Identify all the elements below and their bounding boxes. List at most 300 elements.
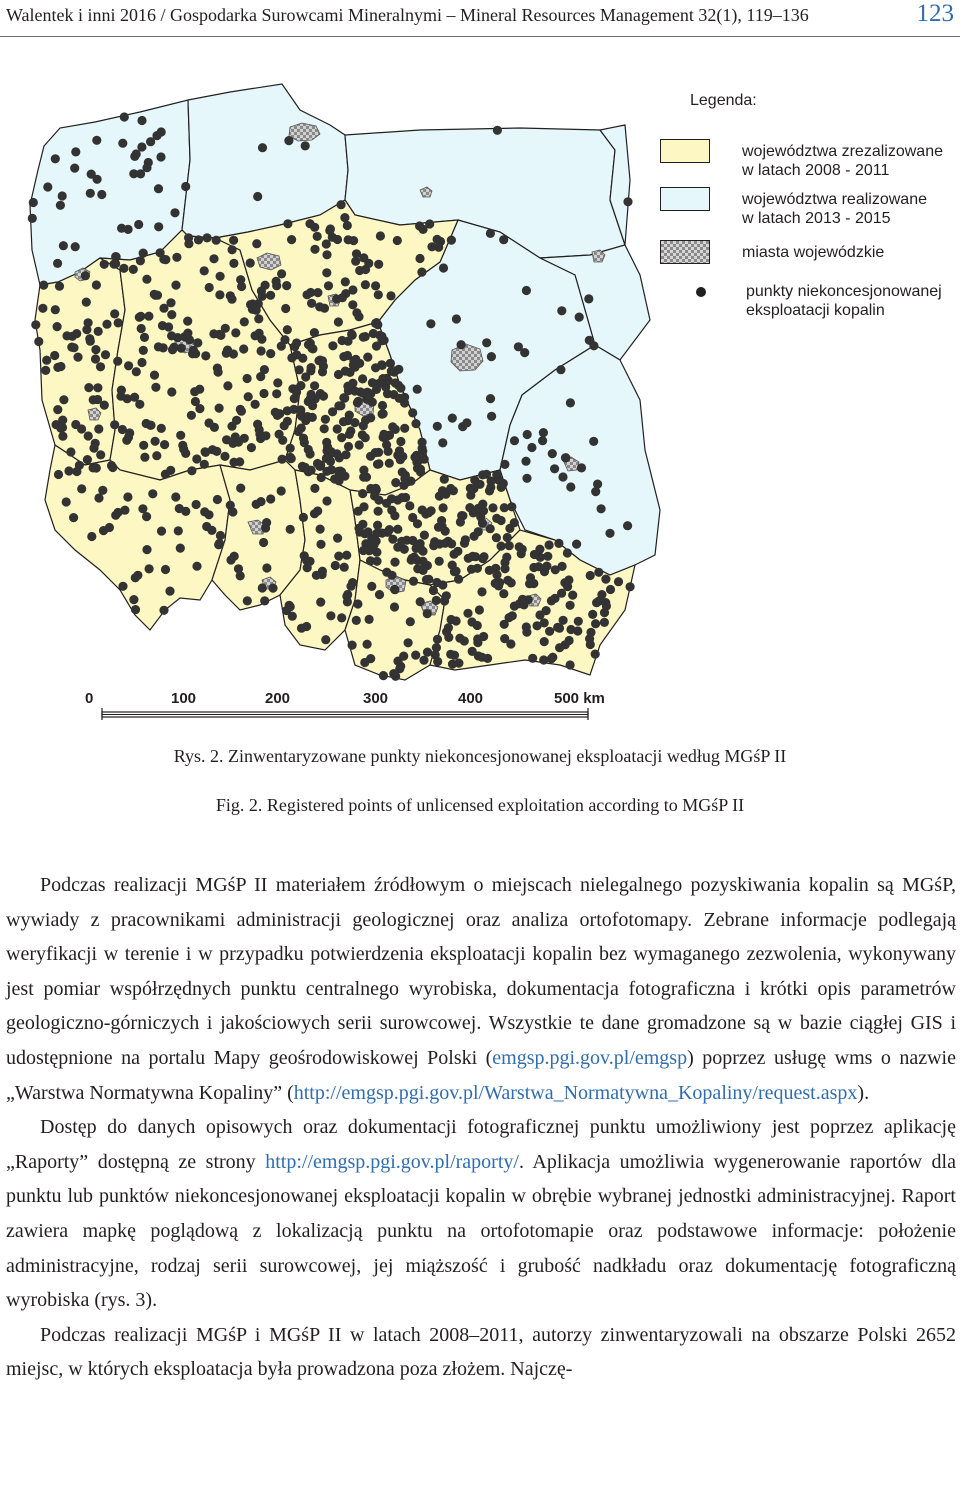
exploitation-point xyxy=(287,235,296,244)
exploitation-point xyxy=(394,365,403,374)
exploitation-point xyxy=(136,312,145,321)
exploitation-point xyxy=(373,529,382,538)
exploitation-point xyxy=(111,259,120,268)
exploitation-point xyxy=(216,531,225,540)
exploitation-point xyxy=(353,599,362,608)
exploitation-point xyxy=(458,511,467,520)
exploitation-point xyxy=(588,610,597,619)
exploitation-point xyxy=(256,497,265,506)
exploitation-point xyxy=(244,392,253,401)
exploitation-point xyxy=(271,408,280,417)
exploitation-point xyxy=(410,453,419,462)
exploitation-point xyxy=(260,596,269,605)
exploitation-point xyxy=(341,367,350,376)
exploitation-point xyxy=(132,367,141,376)
exploitation-point xyxy=(316,598,325,607)
exploitation-point xyxy=(419,566,428,575)
link-warstwa-normatywna[interactable]: http://emgsp.pgi.gov.pl/Warstwa_Normatywna_Kopaliny/request.aspx xyxy=(293,1081,858,1104)
exploitation-point xyxy=(333,235,342,244)
exploitation-point xyxy=(64,466,73,475)
exploitation-point xyxy=(522,286,531,295)
exploitation-point xyxy=(448,660,457,669)
exploitation-point xyxy=(373,521,382,530)
exploitation-point xyxy=(296,381,305,390)
exploitation-point xyxy=(183,329,192,338)
exploitation-point xyxy=(375,331,384,340)
exploitation-point xyxy=(548,653,557,662)
exploitation-point xyxy=(301,463,310,472)
exploitation-point xyxy=(87,170,96,179)
exploitation-point xyxy=(166,298,175,307)
exploitation-point xyxy=(316,525,325,534)
exploitation-point xyxy=(316,540,325,549)
exploitation-point xyxy=(527,443,536,452)
exploitation-point xyxy=(545,540,554,549)
exploitation-point xyxy=(515,542,524,551)
figure-caption-en: Fig. 2. Registered points of unlicensed exploitation according to MGśP II xyxy=(215,795,745,815)
exploitation-point xyxy=(458,422,467,431)
exploitation-point xyxy=(59,395,68,404)
exploitation-point xyxy=(77,424,86,433)
exploitation-point xyxy=(416,539,425,548)
exploitation-point xyxy=(493,126,502,135)
exploitation-point xyxy=(337,433,346,442)
exploitation-point xyxy=(566,660,575,669)
exploitation-point xyxy=(192,562,201,571)
exploitation-point xyxy=(388,422,397,431)
exploitation-point xyxy=(591,619,600,628)
exploitation-point xyxy=(171,281,180,290)
exploitation-point xyxy=(187,411,196,420)
exploitation-point xyxy=(258,143,267,152)
exploitation-point xyxy=(372,385,381,394)
exploitation-point xyxy=(176,431,185,440)
exploitation-point xyxy=(118,582,127,591)
exploitation-point xyxy=(138,504,147,513)
exploitation-point xyxy=(283,325,292,334)
exploitation-point xyxy=(486,524,495,533)
exploitation-point xyxy=(379,671,388,680)
exploitation-point xyxy=(350,418,359,427)
exploitation-point xyxy=(209,254,218,263)
exploitation-point xyxy=(463,609,472,618)
exploitation-point xyxy=(397,493,406,502)
exploitation-point xyxy=(216,331,225,340)
exploitation-point xyxy=(407,555,416,564)
exploitation-point xyxy=(327,447,336,456)
exploitation-point xyxy=(322,239,331,248)
exploitation-point xyxy=(91,345,100,354)
exploitation-point xyxy=(223,346,232,355)
exploitation-point xyxy=(123,394,132,403)
exploitation-point xyxy=(310,223,319,232)
exploitation-point xyxy=(359,333,368,342)
legend-dot-point xyxy=(696,287,706,297)
exploitation-point xyxy=(257,286,266,295)
exploitation-point xyxy=(86,337,95,346)
exploitation-point xyxy=(337,467,346,476)
exploitation-point xyxy=(286,602,295,611)
exploitation-point xyxy=(566,398,575,407)
exploitation-point xyxy=(91,439,100,448)
exploitation-point xyxy=(54,470,63,479)
exploitation-point xyxy=(487,412,496,421)
exploitation-point xyxy=(140,453,149,462)
exploitation-point xyxy=(176,544,185,553)
exploitation-point xyxy=(150,371,159,380)
exploitation-point xyxy=(334,552,343,561)
exploitation-point xyxy=(234,438,243,447)
exploitation-point xyxy=(371,281,380,290)
exploitation-point xyxy=(477,587,486,596)
exploitation-point xyxy=(510,436,519,445)
exploitation-point xyxy=(467,565,476,574)
exploitation-point xyxy=(231,328,240,337)
paragraph-2: Dostęp do danych opisowych oraz dokumentacji fotograficznej punktu umożliwiony jest poprzez aplikację „Raporty” dostępną ze strony http://emgsp.pgi.gov.pl/raporty/. Aplikacja umożliwia wygenerowanie raportów dla punktu lub punktów niekoncesjonowanej eksploatacji kopalin w obrębie wybranej jednostki administracyjnej. Raport zawiera mapkę poglądową z lokalizacją punktu na ortofotomapie oraz podstawowe informacje: położenie administracyjne, rodzaj serii surowcowej, jej miąższość i grubość nadkładu oraz dokumentację fotograficzną wyrobiska (rys. 3). xyxy=(6,1116,956,1312)
exploitation-point xyxy=(469,484,478,493)
exploitation-point xyxy=(295,365,304,374)
exploitation-point xyxy=(200,507,209,516)
exploitation-point xyxy=(313,459,322,468)
exploitation-point xyxy=(232,416,241,425)
exploitation-point xyxy=(500,620,509,629)
exploitation-point xyxy=(389,390,398,399)
exploitation-point xyxy=(461,535,470,544)
exploitation-point xyxy=(286,525,295,534)
exploitation-point xyxy=(442,591,451,600)
exploitation-point xyxy=(551,565,560,574)
exploitation-point xyxy=(344,442,353,451)
scale-tick-500: 500 km xyxy=(554,690,605,707)
exploitation-point xyxy=(348,300,357,309)
exploitation-point xyxy=(301,141,310,150)
exploitation-point xyxy=(372,557,381,566)
exploitation-point xyxy=(205,283,214,292)
exploitation-point xyxy=(343,337,352,346)
exploitation-point xyxy=(257,346,266,355)
exploitation-point xyxy=(477,653,486,662)
exploitation-point xyxy=(370,540,379,549)
exploitation-point xyxy=(310,509,319,518)
exploitation-point xyxy=(387,506,396,515)
exploitation-point xyxy=(161,565,170,574)
exploitation-point xyxy=(438,580,447,589)
exploitation-point xyxy=(266,349,275,358)
exploitation-point xyxy=(417,268,426,277)
exploitation-point xyxy=(304,445,313,454)
exploitation-point xyxy=(137,358,146,367)
exploitation-point xyxy=(574,617,583,626)
exploitation-point xyxy=(374,507,383,516)
exploitation-point xyxy=(254,314,263,323)
exploitation-point xyxy=(558,472,567,481)
exploitation-point xyxy=(75,461,84,470)
exploitation-point xyxy=(334,401,343,410)
exploitation-point xyxy=(187,466,196,475)
exploitation-point xyxy=(411,651,420,660)
exploitation-point xyxy=(340,213,349,222)
exploitation-point xyxy=(406,617,415,626)
legend-label-point: punkty niekoncesjonowanej eksploatacji kopalin xyxy=(746,283,942,319)
exploitation-point xyxy=(577,463,586,472)
exploitation-point xyxy=(370,491,379,500)
exploitation-point xyxy=(358,489,367,498)
exploitation-point xyxy=(391,478,400,487)
exploitation-point xyxy=(310,381,319,390)
exploitation-point xyxy=(195,404,204,413)
exploitation-point xyxy=(113,357,122,366)
exploitation-point xyxy=(365,615,374,624)
exploitation-point xyxy=(165,587,174,596)
exploitation-point xyxy=(547,596,556,605)
exploitation-point xyxy=(236,571,245,580)
exploitation-point xyxy=(83,455,92,464)
exploitation-point xyxy=(160,440,169,449)
exploitation-point xyxy=(312,571,321,580)
exploitation-point xyxy=(38,304,47,313)
exploitation-point xyxy=(597,504,606,513)
exploitation-point xyxy=(94,424,103,433)
exploitation-point xyxy=(454,575,463,584)
exploitation-point xyxy=(71,242,80,251)
exploitation-point xyxy=(92,136,101,145)
exploitation-point xyxy=(626,582,635,591)
exploitation-point xyxy=(503,533,512,542)
exploitation-point xyxy=(84,383,93,392)
exploitation-point xyxy=(505,524,514,533)
exploitation-point xyxy=(478,519,487,528)
exploitation-point xyxy=(486,394,495,403)
exploitation-point xyxy=(499,589,508,598)
exploitation-point xyxy=(404,638,413,647)
exploitation-point xyxy=(259,389,268,398)
exploitation-point xyxy=(283,417,292,426)
exploitation-point xyxy=(373,320,382,329)
exploitation-point xyxy=(288,612,297,621)
exploitation-point xyxy=(154,342,163,351)
exploitation-point xyxy=(161,255,170,264)
exploitation-point xyxy=(592,598,601,607)
exploitation-point xyxy=(497,516,506,525)
exploitation-point xyxy=(376,231,385,240)
exploitation-point xyxy=(605,529,614,538)
exploitation-point xyxy=(118,425,127,434)
figure-caption-pl: Rys. 2. Zinwentaryzowane punkty niekoncesjonowanej eksploatacji według MGśP II xyxy=(173,746,787,766)
exploitation-point xyxy=(540,637,549,646)
exploitation-point xyxy=(93,395,102,404)
exploitation-point xyxy=(375,590,384,599)
exploitation-point xyxy=(435,557,444,566)
exploitation-point xyxy=(280,335,289,344)
exploitation-point xyxy=(343,221,352,230)
scale-bar-line xyxy=(80,708,640,728)
exploitation-point xyxy=(247,443,256,452)
exploitation-point xyxy=(400,474,409,483)
exploitation-point xyxy=(385,525,394,534)
exploitation-point xyxy=(400,424,409,433)
legend-swatch-city xyxy=(660,240,710,264)
exploitation-point xyxy=(475,605,484,614)
exploitation-point xyxy=(77,484,86,493)
exploitation-point xyxy=(419,656,428,665)
exploitation-point xyxy=(203,233,212,242)
exploitation-point xyxy=(124,361,133,370)
exploitation-point xyxy=(137,116,146,125)
legend-label-city: miasta wojewódzkie xyxy=(742,244,885,261)
exploitation-point xyxy=(535,610,544,619)
exploitation-point xyxy=(296,405,305,414)
exploitation-point xyxy=(522,474,531,483)
exploitation-point xyxy=(59,241,68,250)
exploitation-point xyxy=(53,322,62,331)
exploitation-point xyxy=(566,482,575,491)
exploitation-point xyxy=(287,454,296,463)
exploitation-point xyxy=(485,566,494,575)
exploitation-point xyxy=(131,605,140,614)
exploitation-point xyxy=(555,624,564,633)
scale-tick-100: 100 xyxy=(171,690,197,707)
exploitation-point xyxy=(170,208,179,217)
exploitation-point xyxy=(306,366,315,375)
exploitation-point xyxy=(374,260,383,269)
exploitation-point xyxy=(243,374,252,383)
exploitation-point xyxy=(499,235,508,244)
exploitation-point xyxy=(213,495,222,504)
exploitation-point xyxy=(550,464,559,473)
exploitation-point xyxy=(259,538,268,547)
exploitation-point xyxy=(413,385,422,394)
exploitation-point xyxy=(526,573,535,582)
exploitation-point xyxy=(202,522,211,531)
exploitation-point xyxy=(378,401,387,410)
scale-tick-400: 400 xyxy=(458,690,484,707)
exploitation-point xyxy=(439,503,448,512)
exploitation-point xyxy=(39,281,48,290)
exploitation-point xyxy=(117,224,126,233)
exploitation-point xyxy=(359,473,368,482)
exploitation-point xyxy=(358,374,367,383)
exploitation-point xyxy=(282,281,291,290)
exploitation-point xyxy=(278,436,287,445)
exploitation-point xyxy=(71,147,80,156)
exploitation-point xyxy=(396,437,405,446)
exploitation-point xyxy=(418,505,427,514)
exploitation-point xyxy=(192,500,201,509)
exploitation-point xyxy=(379,430,388,439)
exploitation-point xyxy=(450,550,459,559)
exploitation-point xyxy=(146,137,155,146)
exploitation-point xyxy=(157,527,166,536)
exploitation-point xyxy=(146,421,155,430)
exploitation-point xyxy=(322,268,331,277)
exploitation-point xyxy=(396,455,405,464)
exploitation-point xyxy=(408,408,417,417)
link-emgsp[interactable]: emgsp.pgi.gov.pl/emgsp xyxy=(492,1046,688,1069)
exploitation-point xyxy=(539,428,548,437)
exploitation-point xyxy=(62,497,71,506)
exploitation-point xyxy=(118,139,127,148)
paragraph-3: Podczas realizacji MGśP i MGśP II w latach 2008–2011, autorzy zinwentaryzowali na obszarze Polski 2652 miejsc, w których eksploatacja była prowadzona poza złożem. Najczę- xyxy=(6,1323,956,1381)
exploitation-point xyxy=(415,254,424,263)
exploitation-point xyxy=(563,548,572,557)
exploitation-point xyxy=(159,606,168,615)
exploitation-point xyxy=(500,564,509,573)
exploitation-point xyxy=(277,486,286,495)
link-raporty[interactable]: http://emgsp.pgi.gov.pl/raporty/ xyxy=(265,1150,519,1173)
exploitation-point xyxy=(58,191,67,200)
exploitation-point xyxy=(333,534,342,543)
exploitation-point xyxy=(322,250,331,259)
exploitation-point xyxy=(154,184,163,193)
exploitation-point xyxy=(326,457,335,466)
exploitation-point xyxy=(292,338,301,347)
exploitation-point xyxy=(281,304,290,313)
exploitation-point xyxy=(522,628,531,637)
exploitation-point xyxy=(600,618,609,627)
exploitation-point xyxy=(510,602,519,611)
exploitation-point xyxy=(416,597,425,606)
exploitation-point xyxy=(566,625,575,634)
exploitation-point xyxy=(110,420,119,429)
exploitation-point xyxy=(326,611,335,620)
running-header xyxy=(0,0,960,37)
exploitation-point xyxy=(286,444,295,453)
exploitation-point xyxy=(253,192,262,201)
scale-tick-0: 0 xyxy=(85,690,94,707)
exploitation-point xyxy=(560,578,569,587)
exploitation-point xyxy=(591,650,600,659)
exploitation-point xyxy=(614,577,623,586)
exploitation-point xyxy=(212,447,221,456)
exploitation-point xyxy=(478,500,487,509)
exploitation-point xyxy=(278,455,287,464)
exploitation-point xyxy=(366,654,375,663)
exploitation-point xyxy=(194,235,203,244)
exploitation-point xyxy=(154,222,163,231)
exploitation-point xyxy=(310,484,319,493)
exploitation-point xyxy=(328,341,337,350)
exploitation-point xyxy=(102,320,111,329)
exploitation-point xyxy=(174,526,183,535)
exploitation-point xyxy=(318,356,327,365)
exploitation-point xyxy=(229,236,238,245)
exploitation-point xyxy=(591,487,600,496)
exploitation-point xyxy=(371,363,380,372)
exploitation-point xyxy=(486,229,495,238)
exploitation-point xyxy=(261,523,270,532)
exploitation-point xyxy=(450,651,459,660)
exploitation-point xyxy=(530,550,539,559)
exploitation-point xyxy=(399,652,408,661)
exploitation-point xyxy=(602,601,611,610)
exploitation-point xyxy=(322,438,331,447)
exploitation-point xyxy=(268,584,277,593)
exploitation-point xyxy=(343,351,352,360)
page-number: 123 xyxy=(916,0,954,27)
exploitation-point xyxy=(418,557,427,566)
exploitation-point xyxy=(131,573,140,582)
exploitation-point xyxy=(107,461,116,470)
exploitation-point xyxy=(306,288,315,297)
exploitation-point xyxy=(393,525,402,534)
exploitation-point xyxy=(184,233,193,242)
journal-citation: Walentek i inni 2016 / Gospodarka Surowcami Mineralnymi – Mineral Resources Management 32(1), 119–136 xyxy=(6,5,809,25)
city-warszawa xyxy=(451,344,483,371)
exploitation-point xyxy=(96,362,105,371)
exploitation-point xyxy=(228,245,237,254)
exploitation-point xyxy=(440,475,449,484)
exploitation-point xyxy=(167,310,176,319)
